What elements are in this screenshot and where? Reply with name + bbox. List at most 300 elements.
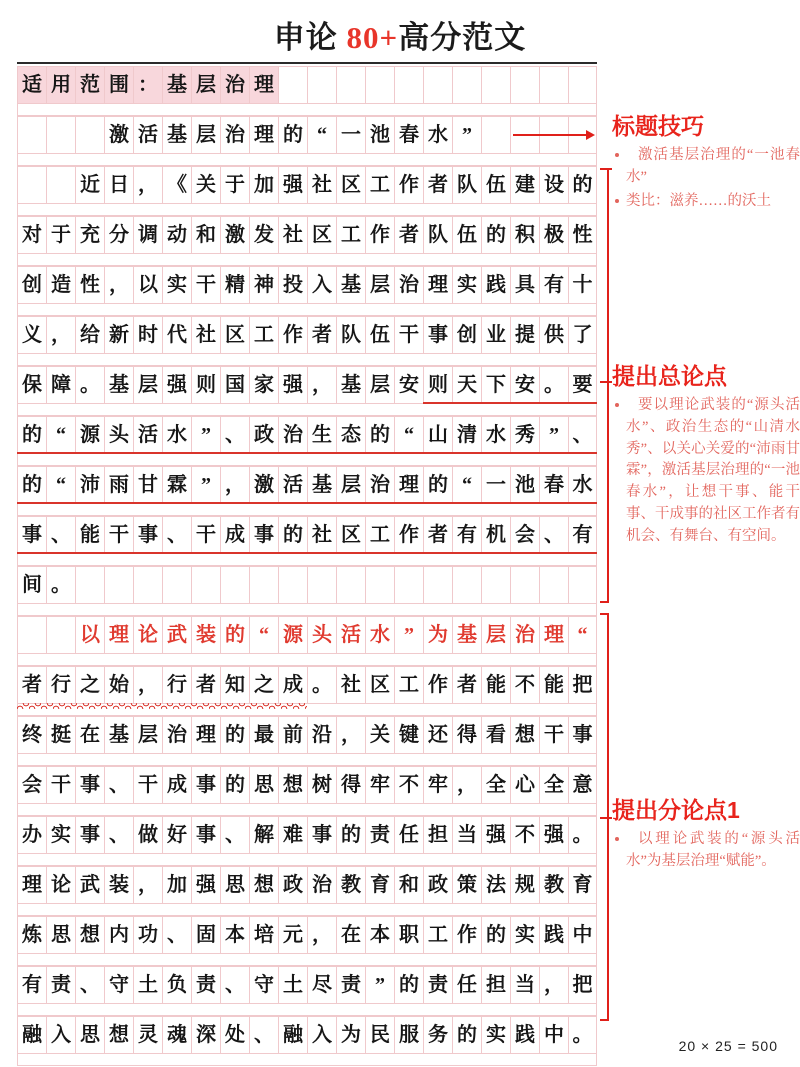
title-highlight-80plus: 80+ — [346, 20, 399, 55]
grid-cell: 难 — [278, 816, 307, 854]
grid-cell: 干 — [104, 516, 133, 554]
grid-cell — [452, 566, 481, 604]
grid-cell: 水 — [423, 116, 452, 154]
grid-spacer-row — [17, 804, 597, 816]
grid-cell: 层 — [336, 466, 365, 504]
grid-spacer-row — [17, 904, 597, 916]
grid-cell: 行 — [162, 666, 191, 704]
grid-cell: 教 — [539, 866, 568, 904]
grid-cell: 近 — [75, 166, 104, 204]
character-count: 20 × 25 = 500 — [678, 1038, 778, 1054]
grid-cell: 、 — [249, 1016, 278, 1054]
grid-cell — [481, 116, 510, 154]
grid-cell — [336, 66, 365, 104]
grid-cell: 政 — [249, 416, 278, 454]
grid-cell: ， — [133, 666, 162, 704]
title-divider — [17, 62, 597, 64]
grid-spacer-row — [17, 954, 597, 966]
grid-cell: 激 — [220, 216, 249, 254]
grid-cell: 治 — [220, 116, 249, 154]
grid-cell: 、 — [104, 766, 133, 804]
grid-cell: 民 — [365, 1016, 394, 1054]
grid-cell: 伍 — [452, 216, 481, 254]
grid-row — [17, 966, 597, 1004]
grid-cell: 土 — [133, 966, 162, 1004]
grid-cell: “ — [46, 466, 75, 504]
grid-cell: 层 — [133, 716, 162, 754]
grid-cell: 层 — [191, 66, 220, 104]
grid-cell: 入 — [307, 266, 336, 304]
grid-cell: 好 — [162, 816, 191, 854]
grid-cell: 事 — [191, 816, 220, 854]
grid-cell: 干 — [191, 516, 220, 554]
grid-cell: 关 — [365, 716, 394, 754]
grid-cell — [17, 116, 46, 154]
grid-cell: 者 — [452, 666, 481, 704]
grid-cell: 沿 — [307, 716, 336, 754]
grid-cell: 务 — [423, 1016, 452, 1054]
grid-cell: 沛 — [75, 466, 104, 504]
grid-cell: 层 — [191, 116, 220, 154]
grid-cell: ” — [539, 416, 568, 454]
grid-cell — [481, 66, 510, 104]
grid-cell: 日 — [104, 166, 133, 204]
grid-cell: 入 — [307, 1016, 336, 1054]
grid-cell: 事 — [191, 766, 220, 804]
grid-cell: 之 — [75, 666, 104, 704]
tick-sub-argument-1 — [600, 817, 612, 819]
grid-cell: 责 — [336, 966, 365, 1004]
grid-spacer-row — [17, 154, 597, 166]
grid-cell: 事 — [249, 516, 278, 554]
annotation-heading: 提出总论点 — [612, 363, 727, 389]
grid-cell: 知 — [220, 666, 249, 704]
grid-cell: 处 — [220, 1016, 249, 1054]
grid-cell: 实 — [510, 916, 539, 954]
grid-cell: 干 — [133, 766, 162, 804]
grid-spacer-row — [17, 1004, 597, 1016]
grid-cell: 工 — [394, 666, 423, 704]
grid-cell: 能 — [481, 666, 510, 704]
grid-cell: 层 — [133, 366, 162, 404]
grid-cell: 的 — [17, 416, 46, 454]
grid-cell: 理 — [423, 266, 452, 304]
grid-row — [17, 616, 597, 654]
annotation-list — [612, 395, 800, 547]
grid-cell: 之 — [249, 666, 278, 704]
grid-cell: 强 — [481, 816, 510, 854]
grid-cell: 伍 — [481, 166, 510, 204]
grid-cell: 行 — [46, 666, 75, 704]
grid-cell: 在 — [75, 716, 104, 754]
grid-cell: 武 — [162, 616, 191, 654]
grid-cell: 精 — [220, 266, 249, 304]
grid-cell: 时 — [133, 316, 162, 354]
grid-cell: 基 — [162, 66, 191, 104]
grid-cell: 一 — [481, 466, 510, 504]
grid-spacer-row — [17, 754, 597, 766]
grid-cell: 基 — [336, 266, 365, 304]
grid-cell: 强 — [278, 166, 307, 204]
grid-cell: 守 — [249, 966, 278, 1004]
grid-cell: 干 — [46, 766, 75, 804]
grid-cell: 的 — [568, 166, 597, 204]
grid-cell: 融 — [17, 1016, 46, 1054]
grid-cell: 则 — [191, 366, 220, 404]
grid-cell: 雨 — [104, 466, 133, 504]
grid-cell: 区 — [336, 166, 365, 204]
grid-cell: 作 — [365, 216, 394, 254]
grid-cell: 守 — [104, 966, 133, 1004]
grid-cell: 在 — [336, 916, 365, 954]
grid-cell — [394, 566, 423, 604]
grid-cell: 、 — [46, 516, 75, 554]
grid-cell: 治 — [220, 66, 249, 104]
grid-cell: 的 — [278, 516, 307, 554]
grid-cell: 想 — [510, 716, 539, 754]
grid-cell: 。 — [568, 1016, 597, 1054]
grid-cell: 以 — [75, 616, 104, 654]
grid-cell: 责 — [191, 966, 220, 1004]
grid-spacer-row — [17, 254, 597, 266]
grid-cell: 不 — [394, 766, 423, 804]
grid-cell: 性 — [75, 266, 104, 304]
grid-cell: 层 — [365, 366, 394, 404]
grid-cell: 事 — [17, 516, 46, 554]
grid-cell: 、 — [220, 816, 249, 854]
grid-cell: 队 — [423, 216, 452, 254]
grid-cell: 事 — [307, 816, 336, 854]
grid-cell: 任 — [394, 816, 423, 854]
grid-row — [17, 266, 597, 304]
grid-cell: 责 — [365, 816, 394, 854]
grid-row — [17, 1016, 597, 1054]
grid-cell: 治 — [510, 616, 539, 654]
grid-cell: 成 — [278, 666, 307, 704]
grid-cell: 干 — [191, 266, 220, 304]
grid-cell: ， — [307, 916, 336, 954]
grid-cell: 者 — [423, 516, 452, 554]
grid-cell: 设 — [539, 166, 568, 204]
grid-cell: 成 — [220, 516, 249, 554]
grid-row — [17, 866, 597, 904]
grid-cell: 全 — [539, 766, 568, 804]
grid-cell: 。 — [46, 566, 75, 604]
grid-cell: 强 — [278, 366, 307, 404]
grid-cell: 理 — [249, 66, 278, 104]
grid-cell: ， — [133, 166, 162, 204]
grid-cell: 源 — [278, 616, 307, 654]
grid-cell: ” — [394, 616, 423, 654]
grid-spacer-row — [17, 354, 597, 366]
grid-cell: 治 — [365, 466, 394, 504]
grid-cell — [75, 566, 104, 604]
grid-cell: 中 — [539, 1016, 568, 1054]
grid-cell: 一 — [336, 116, 365, 154]
annotation-item: 类比：滋养……的沃土 — [626, 191, 800, 213]
grid-cell: 策 — [452, 866, 481, 904]
annotation-heading: 提出分论点1 — [612, 797, 740, 823]
grid-cell: 《 — [162, 166, 191, 204]
grid-cell: 作 — [394, 166, 423, 204]
grid-cell: 土 — [278, 966, 307, 1004]
grid-cell: 事 — [568, 716, 597, 754]
grid-cell — [249, 566, 278, 604]
grid-cell — [17, 616, 46, 654]
grid-cell: 新 — [104, 316, 133, 354]
annotation-heading: 标题技巧 — [612, 113, 704, 139]
grid-cell: 、 — [568, 416, 597, 454]
grid-cell: ： — [133, 66, 162, 104]
grid-cell: 春 — [394, 116, 423, 154]
grid-cell: 理 — [191, 716, 220, 754]
grid-cell: 看 — [481, 716, 510, 754]
grid-cell: 担 — [423, 816, 452, 854]
grid-cell: 固 — [191, 916, 220, 954]
grid-cell: 下 — [481, 366, 510, 404]
grid-cell: 担 — [481, 966, 510, 1004]
grid-cell: 为 — [336, 1016, 365, 1054]
grid-cell: 事 — [75, 766, 104, 804]
grid-cell: 思 — [75, 1016, 104, 1054]
grid-cell: 育 — [365, 866, 394, 904]
grid-cell — [568, 566, 597, 604]
grid-cell: 事 — [133, 516, 162, 554]
grid-cell: 干 — [539, 716, 568, 754]
grid-cell: “ — [452, 466, 481, 504]
grid-cell — [481, 566, 510, 604]
grid-cell: 安 — [394, 366, 423, 404]
grid-cell: 把 — [568, 966, 597, 1004]
grid-cell: 层 — [481, 616, 510, 654]
grid-cell: ” — [191, 416, 220, 454]
grid-cell: “ — [249, 616, 278, 654]
grid-cell: 想 — [104, 1016, 133, 1054]
grid-cell: 会 — [17, 766, 46, 804]
grid-cell: 思 — [46, 916, 75, 954]
grid-cell: 强 — [162, 366, 191, 404]
grid-cell: 得 — [452, 716, 481, 754]
annotation-block-title-technique — [612, 108, 800, 214]
grid-cell: 代 — [162, 316, 191, 354]
page-title — [0, 12, 800, 57]
grid-cell: 头 — [307, 616, 336, 654]
grid-cell: 终 — [17, 716, 46, 754]
grid-cell: 的 — [481, 216, 510, 254]
grid-row — [17, 716, 597, 754]
grid-cell: 秀 — [510, 416, 539, 454]
grid-cell: ， — [307, 366, 336, 404]
grid-cell: 论 — [133, 616, 162, 654]
grid-cell: 义 — [17, 316, 46, 354]
grid-cell: 内 — [104, 916, 133, 954]
grid-row — [17, 766, 597, 804]
grid-cell: 队 — [452, 166, 481, 204]
grid-cell: 的 — [278, 116, 307, 154]
grid-cell: 当 — [510, 966, 539, 1004]
grid-cell: 做 — [133, 816, 162, 854]
grid-cell: 规 — [510, 866, 539, 904]
grid-row — [17, 416, 597, 454]
title-prefix: 申论 — [273, 20, 347, 55]
grid-cell: 投 — [278, 266, 307, 304]
annotation-list — [612, 145, 800, 212]
grid-cell: 造 — [46, 266, 75, 304]
grid-cell: 范 — [75, 66, 104, 104]
grid-cell: 治 — [162, 716, 191, 754]
grid-cell: 业 — [481, 316, 510, 354]
grid-cell: 基 — [452, 616, 481, 654]
grid-cell: 调 — [133, 216, 162, 254]
grid-cell: 政 — [423, 866, 452, 904]
grid-cell: 、 — [162, 516, 191, 554]
grid-cell — [133, 566, 162, 604]
grid-cell: 治 — [307, 866, 336, 904]
grid-cell: 加 — [249, 166, 278, 204]
grid-cell: 有 — [452, 516, 481, 554]
grid-cell: 保 — [17, 366, 46, 404]
grid-cell: ， — [220, 466, 249, 504]
grid-spacer-row — [17, 204, 597, 216]
grid-cell: 发 — [249, 216, 278, 254]
grid-cell: 头 — [104, 416, 133, 454]
grid-cell — [46, 616, 75, 654]
grid-cell: 、 — [104, 816, 133, 854]
grid-spacer-row — [17, 854, 597, 866]
grid-cell: 元 — [278, 916, 307, 954]
grid-cell — [423, 66, 452, 104]
grid-cell: 水 — [365, 616, 394, 654]
grid-cell: 事 — [75, 816, 104, 854]
grid-cell: 治 — [394, 266, 423, 304]
annotation-item: 要以理论武装的“源头活水”、政治生态的“山清水秀”、以关心关爱的“沛雨甘霖”，激活基层治理的“一池春水”，让想干事、能干事、干成事的社区工作者有机会、有舞台、有空间。 — [626, 395, 800, 547]
grid-cell: ， — [133, 866, 162, 904]
grid-cell: ， — [452, 766, 481, 804]
grid-cell: 性 — [568, 216, 597, 254]
grid-cell: 责 — [46, 966, 75, 1004]
grid-cell: 适 — [17, 66, 46, 104]
grid-cell: 水 — [481, 416, 510, 454]
grid-row — [17, 916, 597, 954]
grid-cell: 工 — [336, 216, 365, 254]
title-technique-arrow-line — [513, 134, 587, 136]
grid-cell — [510, 66, 539, 104]
grid-cell: 者 — [307, 316, 336, 354]
grid-cell: “ — [307, 116, 336, 154]
grid-cell: 树 — [307, 766, 336, 804]
grid-cell: 安 — [510, 366, 539, 404]
grid-cell: 则 — [423, 366, 452, 404]
grid-cell: 区 — [307, 216, 336, 254]
grid-cell: 、 — [539, 516, 568, 554]
grid-cell — [452, 66, 481, 104]
grid-cell: 武 — [75, 866, 104, 904]
grid-cell: 治 — [278, 416, 307, 454]
grid-cell: 强 — [539, 816, 568, 854]
grid-cell: 于 — [220, 166, 249, 204]
grid-cell: 服 — [394, 1016, 423, 1054]
tick-title-technique — [600, 168, 612, 170]
grid-cell: 。 — [539, 366, 568, 404]
grid-cell: 教 — [336, 866, 365, 904]
grid-cell: 挺 — [46, 716, 75, 754]
grid-cell: 工 — [365, 166, 394, 204]
grid-cell: 中 — [568, 916, 597, 954]
grid-cell: 能 — [75, 516, 104, 554]
grid-cell: 、 — [220, 416, 249, 454]
grid-cell: 入 — [46, 1016, 75, 1054]
grid-cell: 灵 — [133, 1016, 162, 1054]
grid-cell — [365, 566, 394, 604]
grid-cell — [191, 566, 220, 604]
grid-row — [17, 516, 597, 554]
grid-cell: 者 — [191, 666, 220, 704]
grid-cell: 功 — [133, 916, 162, 954]
grid-cell — [568, 66, 597, 104]
grid-cell: 。 — [75, 366, 104, 404]
grid-cell: 天 — [452, 366, 481, 404]
grid-cell — [394, 66, 423, 104]
grid-cell — [278, 66, 307, 104]
grid-cell: 基 — [104, 716, 133, 754]
grid-cell: 要 — [568, 366, 597, 404]
grid-cell: 激 — [104, 116, 133, 154]
grid-cell: 社 — [307, 166, 336, 204]
grid-cell: 作 — [423, 666, 452, 704]
grid-spacer-row — [17, 504, 597, 516]
doc-title-text — [274, 12, 526, 57]
grid-cell: 提 — [510, 316, 539, 354]
grid-cell: 实 — [452, 266, 481, 304]
grid-cell: 给 — [75, 316, 104, 354]
annotation-block-sub-argument-1 — [612, 792, 800, 875]
grid-cell: 思 — [220, 866, 249, 904]
grid-cell: 动 — [162, 216, 191, 254]
grid-cell: 的 — [17, 466, 46, 504]
grid-cell: 作 — [452, 916, 481, 954]
grid-cell: 的 — [220, 766, 249, 804]
grid-cell: 理 — [104, 616, 133, 654]
grid-cell: 者 — [17, 666, 46, 704]
grid-cell: 培 — [249, 916, 278, 954]
grid-cell: 实 — [46, 816, 75, 854]
grid-cell: 政 — [278, 866, 307, 904]
grid-cell: 间 — [17, 566, 46, 604]
grid-cell: 。 — [568, 816, 597, 854]
grid-cell: 装 — [191, 616, 220, 654]
grid-cell: 创 — [17, 266, 46, 304]
grid-cell: 建 — [510, 166, 539, 204]
grid-spacer-row — [17, 104, 597, 116]
grid-cell — [162, 566, 191, 604]
grid-cell — [336, 566, 365, 604]
grid-cell: 于 — [46, 216, 75, 254]
grid-cell: 态 — [336, 416, 365, 454]
title-technique-arrow-head — [586, 130, 595, 140]
grid-cell: 国 — [220, 366, 249, 404]
grid-cell: 层 — [365, 266, 394, 304]
bracket-intro-paragraph — [600, 168, 609, 603]
grid-cell: 深 — [191, 1016, 220, 1054]
grid-cell: 任 — [452, 966, 481, 1004]
grid-cell: 为 — [423, 616, 452, 654]
grid-cell: 区 — [365, 666, 394, 704]
grid-cell: 理 — [539, 616, 568, 654]
grid-row — [17, 66, 597, 104]
annotation-block-main-argument — [612, 358, 800, 549]
grid-cell: 社 — [307, 516, 336, 554]
grid-cell: ” — [191, 466, 220, 504]
